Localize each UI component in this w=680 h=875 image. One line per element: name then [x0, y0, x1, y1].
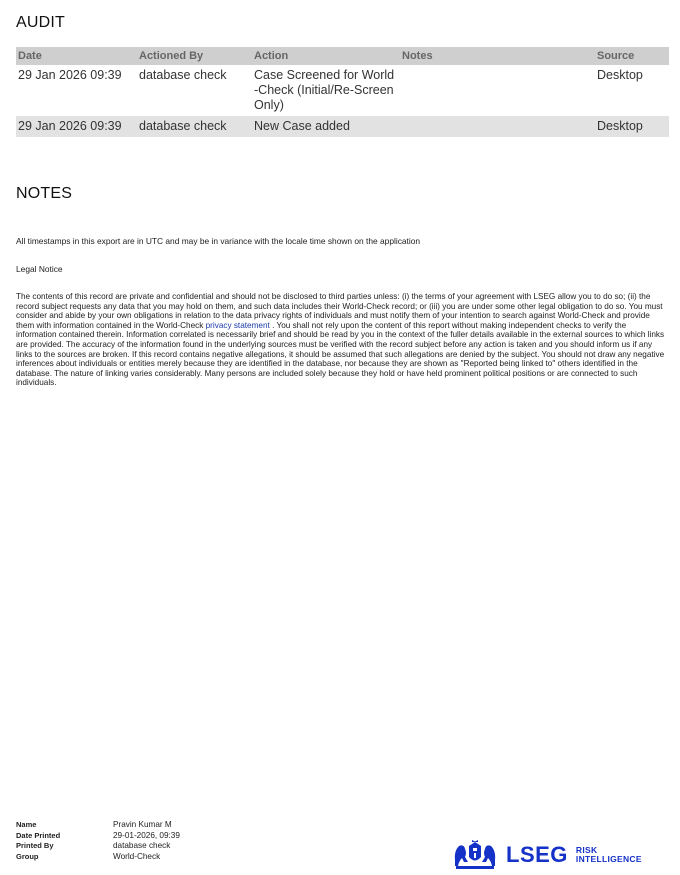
print-info: [16, 820, 180, 862]
print-info-label: Group: [16, 851, 39, 861]
coat-of-arms-icon: [452, 840, 498, 870]
utc-timestamp-note: All timestamps in this export are in UTC and may be in variance with the locale time shown on the application: [16, 236, 421, 246]
brand-subtitle-line: INTELLIGENCE: [575, 854, 642, 864]
print-info-row: [16, 852, 180, 863]
table-row: [16, 65, 669, 116]
legal-text-part: The contents of this record are private and confidential and should not be disclosed to third parties unless: (i) the terms of your agreement with LSEG allow you to do so; (ii) the record subject requests any data that you may hold on them, and such data includes their World-Check record; or (iii) you are under some other legal obligation to do so. You must consider and abide by your own obligations in relation to the data privacy rights of individuals and must notify them of your intention to search against World-Check and provide them with information contained in the World-Check: [16, 292, 663, 330]
column-header-date: Date: [16, 47, 137, 65]
legal-notice-heading: Legal Notice: [16, 264, 63, 274]
print-info-label: Date Printed: [16, 830, 61, 840]
cell-actioned-by: database check: [137, 116, 252, 137]
privacy-statement-link[interactable]: privacy statement: [205, 320, 270, 330]
lseg-logo: [452, 840, 642, 870]
print-info-value: Pravin Kumar M: [113, 820, 172, 829]
print-info-value: World-Check: [113, 851, 161, 861]
cell-actioned-by: database check: [139, 68, 227, 82]
notes-section-title: NOTES: [16, 185, 73, 202]
column-header-actioned-by: Actioned By: [137, 47, 252, 65]
legal-text-part: . You shall not rely upon the content of this report without making independent checks to verify the information contained therein. Information correlated is necessarily brief and should be read by you in the context of the fuller details available in the external sources to which links are provided. The accuracy of the information found in the underlying sources must be verified with the record subject before any action is taken and you should inform us if any links to the sources are broken. If this record contains negative allegations, it should be assumed that such allegations are denied by the subject. You should not draw any negative inferences about individuals or entities merely because they are identified in the database, nor because they are shown as "Reported being linked to" others identified in the database. The nature of linking varies considerably. Many persons are included solely because they hold or have held prominent political positions or are connected to such individuals.: [16, 320, 665, 388]
print-info-label: Printed By: [16, 841, 54, 850]
cell-action: Case Screened for World-Check (Initial/Re-Screen Only): [254, 68, 395, 112]
audit-table: [16, 47, 669, 137]
cell-source: Desktop: [595, 116, 669, 137]
print-info-value: database check: [113, 841, 171, 850]
column-header-source: Source: [595, 47, 669, 65]
print-info-row: [16, 820, 180, 831]
table-row: [16, 116, 669, 137]
brand-subtitle: [576, 846, 642, 865]
print-info-value: 29-01-2026, 09:39: [113, 830, 180, 840]
cell-notes: [400, 116, 595, 137]
print-info-row: [16, 831, 180, 842]
cell-source: Desktop: [597, 68, 643, 82]
print-info-row: [16, 841, 180, 852]
audit-section-title: AUDIT: [16, 14, 65, 31]
brand-name: LSEG: [506, 842, 568, 867]
print-info-label: Name: [16, 820, 37, 829]
audit-header-row: [16, 47, 669, 65]
cell-notes: [400, 65, 595, 116]
cell-date: 29 Jan 2026 09:39: [18, 68, 122, 82]
column-header-notes: Notes: [400, 47, 595, 65]
legal-notice-text: [16, 292, 668, 388]
cell-date: 29 Jan 2026 09:39: [16, 116, 137, 137]
brand-subtitle-line: RISK: [575, 844, 598, 855]
column-header-action: Action: [252, 47, 400, 65]
cell-action: New Case added: [252, 116, 400, 137]
